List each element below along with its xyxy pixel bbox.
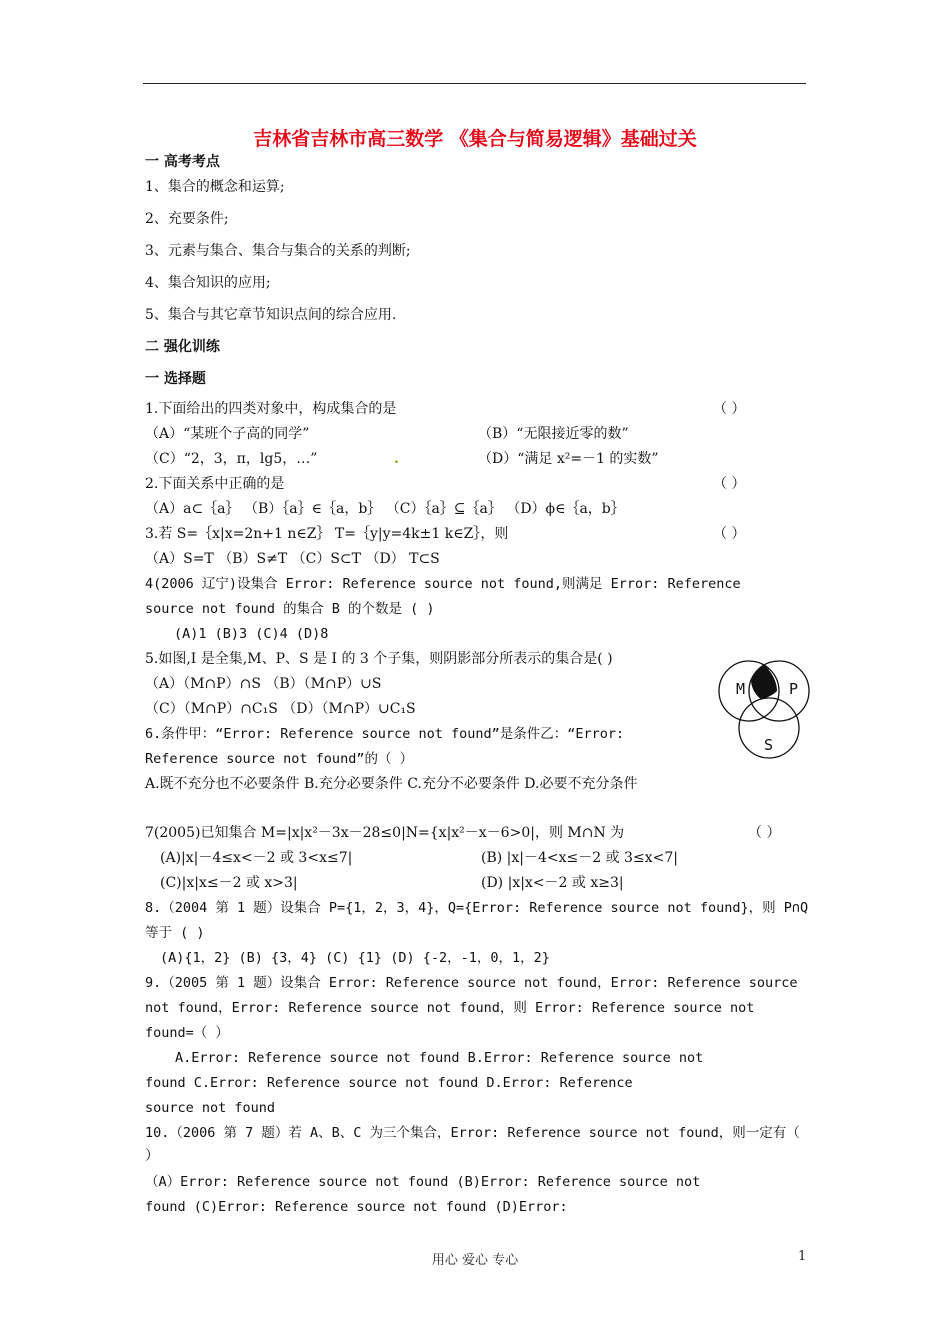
exam-point: 4、集合知识的应用; bbox=[145, 275, 271, 291]
question-8: 8.（2004 第 1 题）设集合 P={1，2，3，4}，Q={Error: Reference source not found}，则 P∩Q bbox=[145, 900, 809, 916]
question-4-cont: source not found 的集合 B 的个数是 ( ) bbox=[145, 601, 435, 617]
venn-label-p: P bbox=[789, 680, 799, 698]
q7-option-d: (D) |x|x<－2 或 x≥3| bbox=[481, 875, 624, 891]
q9-options-cont: found C.Error: Reference source not found D.Error: Reference bbox=[145, 1075, 633, 1091]
answer-paren: （ ） bbox=[713, 526, 746, 542]
page-title: 吉林省吉林市高三数学 《集合与简易逻辑》基础过关 bbox=[253, 128, 697, 150]
question-10: 10.（2006 第 7 题）若 A、B、C 为三个集合，Error: Reference source not found，则一定有（ bbox=[145, 1125, 800, 1141]
q6-options: A.既不充分也不必要条件 B.充分必要条件 C.充分不必要条件 D.必要不充分条件 bbox=[145, 776, 638, 792]
question-10-cont: ） bbox=[145, 1148, 159, 1164]
question-5: 5.如图,I 是全集,M、P、S 是 I 的 3 个子集，则阴影部分所表示的集合是( ) bbox=[145, 651, 613, 667]
question-3: 3.若 S=｛x|x=2n+1 n∈Z｝ T=｛y|y=4k±1 k∈Z｝，则 bbox=[145, 526, 509, 542]
q9-options: A.Error: Reference source not found B.Error: Reference source not bbox=[175, 1050, 704, 1066]
q1-option-b: （B）“无限接近零的数” bbox=[478, 426, 629, 442]
venn-shaded-region bbox=[751, 665, 777, 699]
question-9-cont: found=（ ） bbox=[145, 1025, 229, 1041]
page-footer: 用心 爱心 专心 bbox=[431, 1253, 519, 1268]
stray-dot: . bbox=[394, 451, 399, 467]
exam-point: 1、集合的概念和运算; bbox=[145, 179, 285, 195]
venn-label-s: S bbox=[764, 736, 774, 754]
venn-label-m: M bbox=[736, 680, 746, 698]
q7-option-a: (A)|x|－4≤x<－2 或 3<x≤7| bbox=[160, 850, 353, 866]
q5-options-ab: （A）（M∩P）∩S （B）（M∩P）∪S bbox=[145, 676, 382, 692]
section-heading-choice: 一 选择题 bbox=[145, 371, 206, 387]
answer-paren: （ ） bbox=[748, 825, 781, 841]
header-rule bbox=[143, 83, 806, 84]
question-2: 2.下面关系中正确的是 bbox=[145, 476, 285, 492]
q7-option-b: (B) |x|－4<x≤－2 或 3≤x<7| bbox=[481, 850, 678, 866]
section-heading-training: 二 强化训练 bbox=[145, 339, 220, 355]
q1-option-a: （A）“某班个子高的同学” bbox=[145, 426, 310, 442]
q4-options: (A)1 (B)3 (C)4 (D)8 bbox=[174, 626, 329, 642]
question-8-cont: 等于 ( ) bbox=[145, 925, 205, 941]
question-9: 9.（2005 第 1 题）设集合 Error: Reference source not found，Error: Reference source bbox=[145, 975, 798, 991]
question-9-cont: not found，Error: Reference source not found，则 Error: Reference source not bbox=[145, 1000, 755, 1016]
q5-options-cd: （C）（M∩P）∩C₁S （D）（M∩P）∪C₁S bbox=[145, 701, 416, 717]
section-heading-exam-points: 一 高考考点 bbox=[145, 154, 220, 170]
q9-options-cont: source not found bbox=[145, 1100, 276, 1116]
q1-option-d: （D）“满足 x²=－1 的实数” bbox=[478, 451, 659, 467]
question-4: 4(2006 辽宁)设集合 Error: Reference source not found,则满足 Error: Reference bbox=[145, 576, 741, 592]
page-number: 1 bbox=[798, 1249, 807, 1264]
exam-point: 3、元素与集合、集合与集合的关系的判断; bbox=[145, 243, 411, 259]
q7-option-c: (C)|x|x≤－2 或 x>3| bbox=[160, 875, 298, 891]
q8-options: (A){1，2} (B) {3，4} (C) {1} (D) {-2，-1，0，1，2} bbox=[160, 950, 550, 966]
venn-diagram bbox=[718, 658, 814, 760]
question-6-cont: Reference source not found”的（ ） bbox=[145, 751, 414, 767]
question-7: 7(2005)已知集合 M=|x|x²－3x－28≤0|N={x|x²－x－6>0|，则 M∩N 为 bbox=[145, 825, 625, 841]
q2-options: （A）a⊂｛a｝ （B）｛a｝∈｛a，b｝ （C）｛a｝⊆｛a｝ （D）ϕ∈｛a，b｝ bbox=[145, 501, 625, 517]
q10-options-cont: found (C)Error: Reference source not found (D)Error: bbox=[145, 1199, 568, 1215]
answer-paren: （ ） bbox=[713, 476, 746, 492]
answer-paren: （ ） bbox=[713, 401, 746, 417]
question-6: 6.条件甲：“Error: Reference source not found”是条件乙：“Error: bbox=[145, 726, 625, 742]
question-1: 1.下面给出的四类对象中，构成集合的是 bbox=[145, 401, 397, 417]
exam-point: 5、集合与其它章节知识点间的综合应用. bbox=[145, 307, 397, 323]
q1-option-c: （C）“2，3，π，lg5，…” bbox=[145, 451, 318, 467]
q10-options: （A）Error: Reference source not found (B)Error: Reference source not bbox=[145, 1174, 701, 1190]
q3-options: （A）S=T （B）S≠T （C）S⊂T （D） T⊂S bbox=[145, 551, 440, 567]
exam-point: 2、充要条件; bbox=[145, 211, 229, 227]
